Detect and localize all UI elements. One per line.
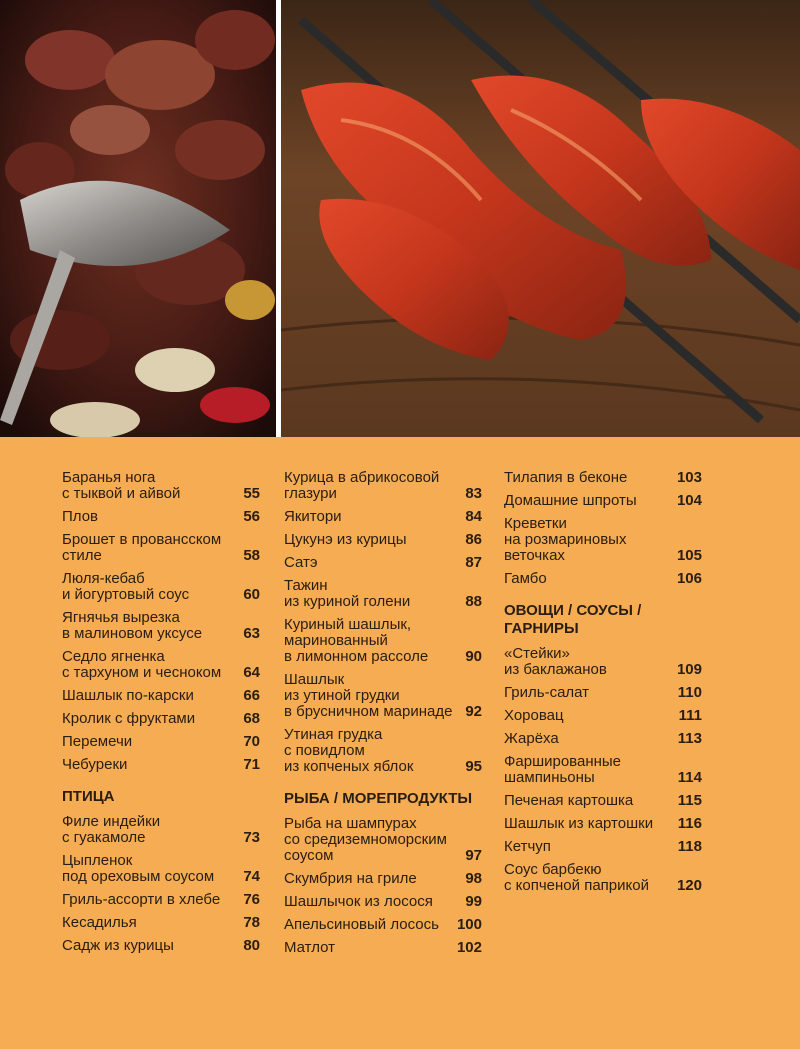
entry-title: Скумбрия на гриле — [284, 870, 417, 887]
entry-title: «Стейки» из баклажанов — [504, 645, 607, 678]
entry-page-number: 70 — [243, 733, 260, 750]
entry-title: Утиная грудка с повидлом из копченых яблок — [284, 726, 414, 775]
entry-page-number: 73 — [243, 829, 260, 846]
entry-page-number: 84 — [465, 508, 482, 525]
entry-page-number: 95 — [465, 758, 482, 775]
entry-title: Сатэ — [284, 554, 318, 571]
entry-title: Жарёха — [504, 730, 559, 747]
entry-page-number: 78 — [243, 914, 260, 931]
entry-title: Перемечи — [62, 733, 133, 750]
entry-title: Курица в абрикосовой глазури — [284, 469, 440, 502]
toc-entry — [284, 917, 482, 933]
entry-page-number: 92 — [465, 703, 482, 720]
entry-page-number: 80 — [243, 937, 260, 954]
entry-title: Гамбо — [504, 570, 547, 587]
section-heading: ПТИЦА — [62, 788, 115, 805]
toc-entry — [284, 727, 482, 775]
toc-entry — [284, 555, 482, 571]
entry-title: Кесадилья — [62, 914, 137, 931]
toc-entry — [62, 892, 260, 908]
toc-entry — [284, 617, 482, 665]
entry-title: Шашлык из картошки — [504, 815, 654, 832]
entry-page-number: 88 — [465, 593, 482, 610]
entry-title: Рыба на шампурах со средиземноморским соусом — [284, 815, 447, 864]
toc-entry — [504, 571, 702, 587]
toc-entry — [62, 688, 260, 704]
toc-entry — [284, 578, 482, 610]
entry-page-number: 64 — [243, 664, 260, 681]
toc-column-2 — [284, 470, 482, 963]
toc-entry — [504, 793, 702, 809]
entry-page-number: 74 — [243, 868, 260, 885]
entry-title: Садж из курицы — [62, 937, 174, 954]
grilled-skewers-photo — [281, 0, 800, 437]
entry-title: Ягнячья вырезка в малиновом уксусе — [62, 609, 203, 642]
toc-entry — [62, 470, 260, 502]
entry-title: Апельсиновый лосось — [284, 916, 439, 933]
entry-title: Домашние шпроты — [504, 492, 637, 509]
toc-entry — [504, 731, 702, 747]
toc-entry — [284, 940, 482, 956]
entry-title: Матлот — [284, 939, 336, 956]
entry-page-number: 113 — [677, 730, 702, 747]
toc-entry — [62, 571, 260, 603]
toc-entry — [62, 711, 260, 727]
toc-entry — [504, 685, 702, 701]
entry-title: Цыпленок под ореховым соусом — [62, 852, 215, 885]
toc-entry — [284, 894, 482, 910]
entry-title: Креветки на розмариновых веточках — [504, 515, 627, 564]
entry-page-number: 83 — [465, 485, 482, 502]
toc-entry — [284, 871, 482, 887]
entry-title: Люля-кебаб и йогуртовый соус — [62, 570, 190, 603]
toc-entry — [62, 938, 260, 954]
entry-title: Баранья нога с тыквой и айвой — [62, 469, 181, 502]
toc-entry — [504, 839, 702, 855]
entry-title: Гриль-салат — [504, 684, 590, 701]
entry-page-number: 55 — [243, 485, 260, 502]
entry-page-number: 104 — [676, 492, 702, 509]
entry-page-number: 120 — [676, 877, 702, 894]
toc-column-3 — [504, 470, 702, 901]
entry-title: Тажин из куриной голени — [284, 577, 411, 610]
entry-title: Тилапия в беконе — [504, 469, 628, 486]
entry-page-number: 111 — [678, 707, 702, 724]
entry-title: Брошет в провансском стиле — [62, 531, 222, 564]
toc-entry — [284, 816, 482, 864]
toc-entry — [504, 754, 702, 786]
entry-title: Филе индейки с гуакамоле — [62, 813, 161, 846]
toc-entry — [504, 470, 702, 486]
entry-page-number: 87 — [465, 554, 482, 571]
entry-page-number: 86 — [465, 531, 482, 548]
entry-page-number: 71 — [243, 756, 260, 773]
entry-page-number: 109 — [676, 661, 702, 678]
entry-page-number: 103 — [676, 469, 702, 486]
photo-strip — [0, 0, 800, 437]
entry-page-number: 106 — [676, 570, 702, 587]
entry-page-number: 56 — [243, 508, 260, 525]
entry-page-number: 63 — [243, 625, 260, 642]
section-heading: РЫБА / МОРЕПРОДУКТЫ — [284, 790, 473, 807]
entry-page-number: 58 — [243, 547, 260, 564]
entry-page-number: 110 — [677, 684, 702, 701]
toc-column-1 — [62, 470, 260, 961]
entry-title: Шашлычок из лосося — [284, 893, 433, 910]
toc-entry — [504, 493, 702, 509]
entry-page-number: 118 — [677, 838, 702, 855]
entry-page-number: 68 — [243, 710, 260, 727]
toc-entry — [62, 853, 260, 885]
entry-page-number: 90 — [465, 648, 482, 665]
entry-title: Кролик с фруктами — [62, 710, 196, 727]
entry-page-number: 102 — [456, 939, 482, 956]
entry-title: Гриль-ассорти в хлебе — [62, 891, 221, 908]
entry-page-number: 100 — [456, 916, 482, 933]
entry-title: Кетчуп — [504, 838, 551, 855]
entry-title: Шашлык по-карски — [62, 687, 194, 704]
toc-entry — [62, 509, 260, 525]
toc-entry — [504, 516, 702, 564]
entry-title: Чебуреки — [62, 756, 128, 773]
toc-entry — [504, 708, 702, 724]
entry-title: Якитори — [284, 508, 342, 525]
toc-entry — [504, 816, 702, 832]
toc-entry — [62, 734, 260, 750]
entry-title: Фаршированные шампиньоны — [504, 753, 622, 786]
toc-entry — [62, 915, 260, 931]
entry-page-number: 99 — [465, 893, 482, 910]
entry-page-number: 66 — [243, 687, 260, 704]
entry-title: Куриный шашлык, маринованный в лимонном рассоле — [284, 616, 429, 665]
entry-page-number: 97 — [465, 847, 482, 864]
entry-page-number: 105 — [676, 547, 702, 564]
entry-title: Плов — [62, 508, 99, 525]
entry-title: Цукунэ из курицы — [284, 531, 407, 548]
entry-title: Печеная картошка — [504, 792, 634, 809]
entry-title: Седло ягненка с тархуном и чесноком — [62, 648, 222, 681]
entry-page-number: 116 — [677, 815, 702, 832]
toc-entry — [62, 757, 260, 773]
toc-entry — [62, 814, 260, 846]
toc-entry — [504, 646, 702, 678]
entry-page-number: 114 — [677, 769, 702, 786]
toc-entry — [284, 509, 482, 525]
toc-entry — [62, 610, 260, 642]
toc-entry — [284, 532, 482, 548]
entry-page-number: 60 — [243, 586, 260, 603]
toc-entry — [284, 470, 482, 502]
section-heading: ОВОЩИ / СОУСЫ / ГАРНИРЫ — [504, 602, 642, 637]
toc-entry — [504, 862, 702, 894]
braised-meat-photo — [0, 0, 276, 437]
entry-page-number: 76 — [243, 891, 260, 908]
entry-page-number: 98 — [465, 870, 482, 887]
entry-title: Шашлык из утиной грудки в брусничном маринаде — [284, 671, 453, 720]
toc-entry — [284, 672, 482, 720]
toc-entry — [62, 532, 260, 564]
entry-page-number: 115 — [677, 792, 702, 809]
entry-title: Соус барбекю с копченой паприкой — [504, 861, 649, 894]
toc-entry — [62, 649, 260, 681]
entry-title: Хоровац — [504, 707, 564, 724]
